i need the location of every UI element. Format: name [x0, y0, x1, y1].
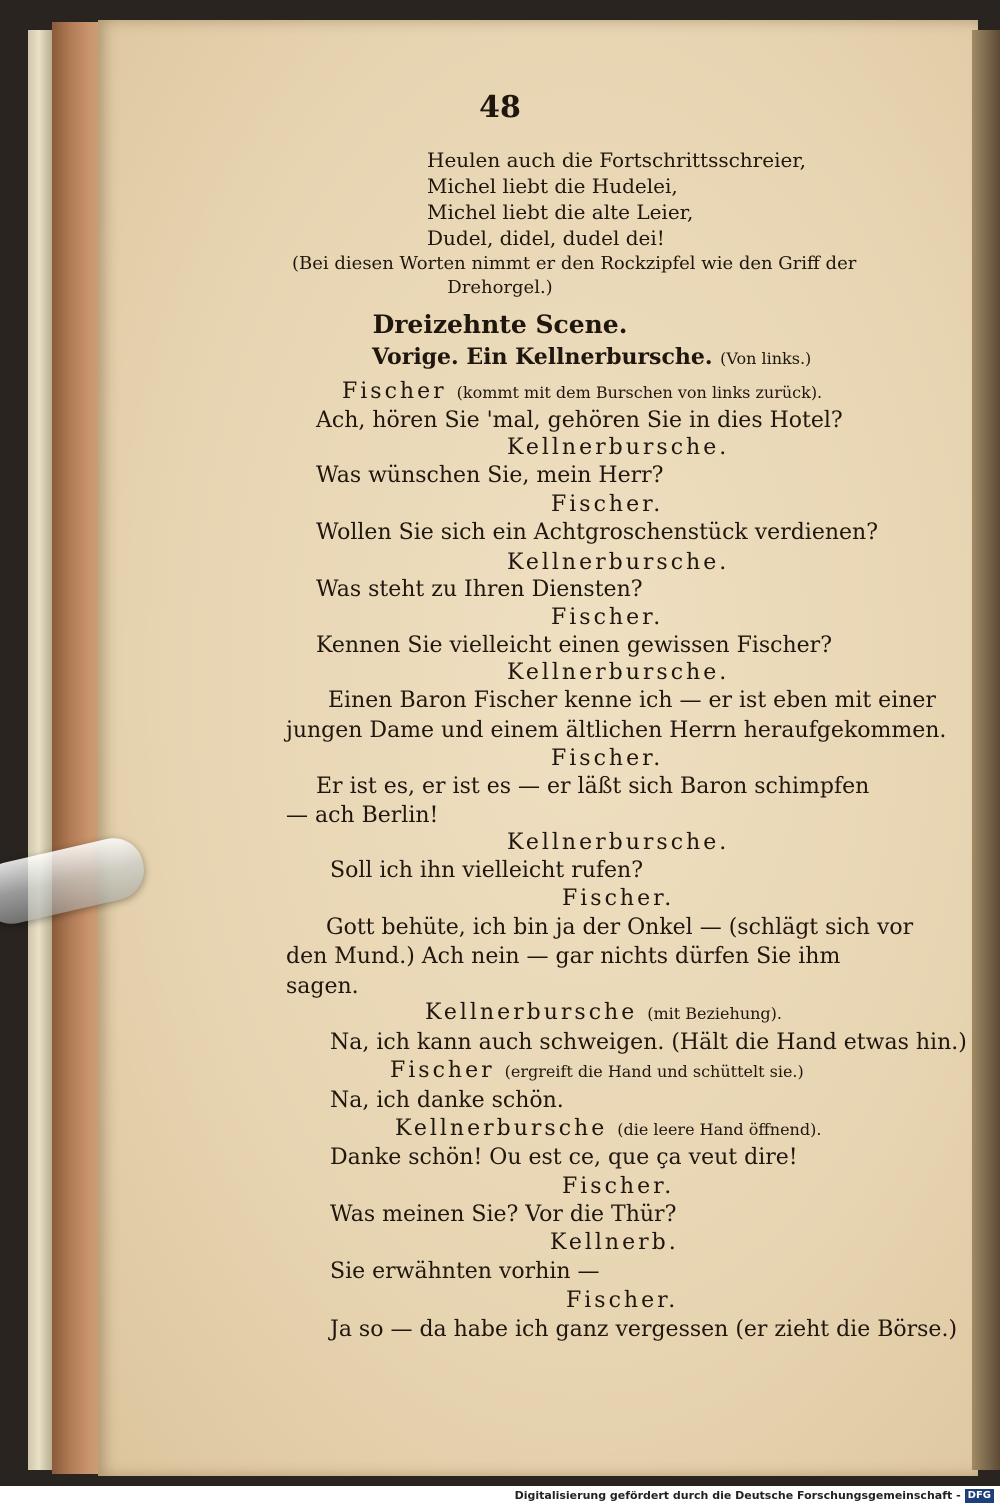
speech-line: — ach Berlin!: [286, 803, 439, 828]
speaker-name: Fischer: [342, 379, 447, 404]
speaker-line: [342, 379, 822, 404]
page-number: 48: [479, 90, 521, 125]
page-gutter: [52, 22, 104, 1474]
speech-line: Na, ich danke schön.: [330, 1088, 564, 1113]
verse-line: Michel liebt die Hudelei,: [427, 174, 678, 198]
speech-line: Sie erwähnten vorhin —: [330, 1259, 600, 1284]
speech-line: Na, ich kann auch schweigen. (Hält die Hand etwas hin.): [330, 1030, 967, 1055]
speaker-name: Kellnerb.: [550, 1230, 679, 1255]
speech-line: Ja so — da habe ich ganz vergessen (er zieht die Börse.): [330, 1317, 958, 1342]
speech-line: Ach, hören Sie 'mal, gehören Sie in dies Hotel?: [316, 408, 843, 433]
speaker-name: Kellnerbursche: [395, 1116, 608, 1141]
scene-cast-names: Vorige. Ein Kellnerbursche.: [372, 344, 713, 370]
speech-line: den Mund.) Ach nein — gar nichts dürfen Sie ihm: [286, 944, 841, 969]
dfg-logo: DFG: [965, 1489, 994, 1503]
stage-direction: (Bei diesen Worten nimmt er den Rockzipfel wie den Griff der: [292, 253, 857, 274]
speech-line: Wollen Sie sich ein Achtgroschenstück verdienen?: [316, 520, 878, 545]
speaker-name: Fischer.: [551, 605, 664, 630]
speaker-name: Fischer.: [562, 886, 675, 911]
speaker-name: Fischer.: [551, 492, 664, 517]
speaker-line: [425, 1000, 782, 1025]
speech-line: sagen.: [286, 974, 359, 999]
speech-line: Danke schön! Ou est ce, que ça veut dire!: [330, 1145, 798, 1170]
stage-direction: (ergreift die Hand und schüttelt sie.): [504, 1062, 804, 1081]
speaker-name: Kellnerbursche.: [507, 550, 730, 575]
footer-text: Digitalisierung gefördert durch die Deutsche Forschungsgemeinschaft -: [514, 1489, 961, 1502]
speaker-name: Kellnerbursche.: [507, 830, 730, 855]
speaker-name: Fischer.: [551, 746, 664, 771]
speech-line: Einen Baron Fischer kenne ich — er ist eben mit einer: [328, 688, 936, 713]
stage-direction: Drehorgel.): [447, 277, 553, 298]
speech-line: jungen Dame und einem ältlichen Herrn heraufgekommen.: [286, 718, 947, 743]
digitization-footer: [515, 1486, 994, 1506]
scene-heading: Dreizehnte Scene.: [372, 310, 628, 339]
speaker-line: [395, 1116, 821, 1141]
stage-direction: (mit Beziehung).: [647, 1004, 782, 1023]
verse-line: Michel liebt die alte Leier,: [427, 200, 694, 224]
speaker-name: Kellnerbursche.: [507, 660, 730, 685]
verse-line: Heulen auch die Fortschrittsschreier,: [427, 148, 807, 172]
speech-line: Was wünschen Sie, mein Herr?: [316, 463, 664, 488]
speech-line: Er ist es, er ist es — er läßt sich Baron schimpfen: [316, 774, 870, 799]
speaker-line: [390, 1058, 804, 1083]
speech-line: Kennen Sie vielleicht einen gewissen Fischer?: [316, 633, 832, 658]
stage-direction: (kommt mit dem Burschen von links zurück).: [456, 383, 823, 402]
stage-direction: (die leere Hand öffnend).: [617, 1120, 822, 1139]
speaker-name: Kellnerbursche: [425, 1000, 638, 1025]
speaker-name: Fischer.: [566, 1288, 679, 1313]
verse-line: Dudel, didel, dudel dei!: [427, 226, 665, 250]
page-fore-edge: [972, 30, 1000, 1470]
speech-line: Was steht zu Ihren Diensten?: [316, 577, 643, 602]
speech-line: Soll ich ihn vielleicht rufen?: [330, 858, 644, 883]
speech-line: Was meinen Sie? Vor die Thür?: [330, 1202, 677, 1227]
speaker-name: Fischer: [390, 1058, 495, 1083]
scene-cast: [372, 344, 811, 370]
speaker-name: Kellnerbursche.: [507, 435, 730, 460]
speech-line: Gott behüte, ich bin ja der Onkel — (schlägt sich vor: [326, 915, 914, 940]
book-spine-edge: [28, 30, 52, 1470]
speaker-name: Fischer.: [562, 1174, 675, 1199]
scene-cast-note: (Von links.): [720, 349, 812, 368]
